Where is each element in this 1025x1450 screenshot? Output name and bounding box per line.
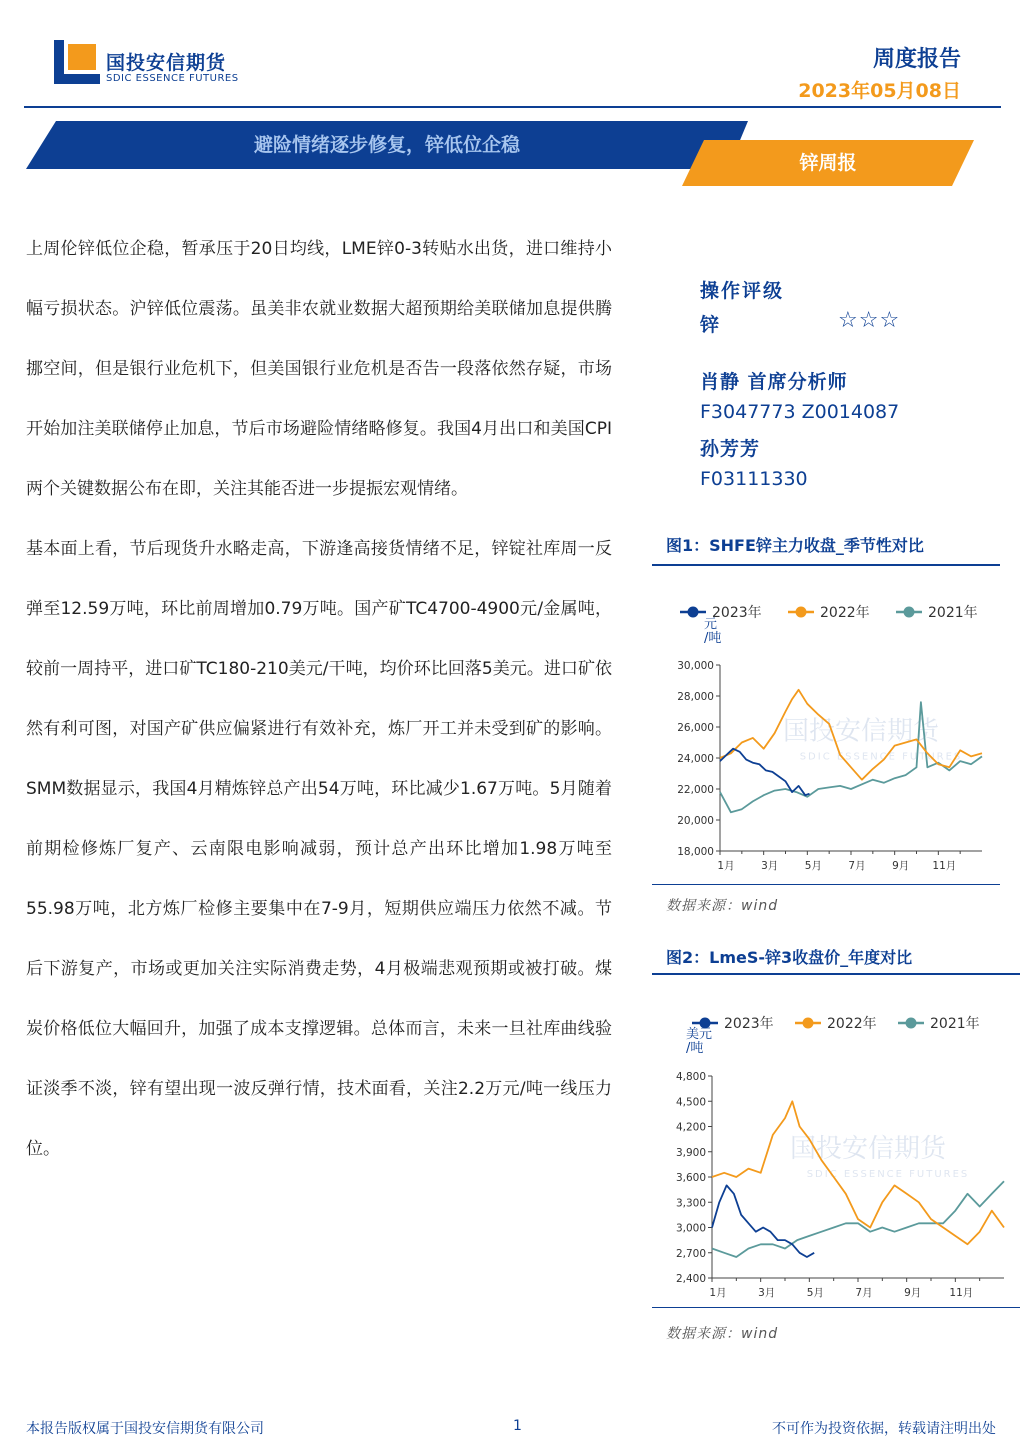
rating-title: 操作评级 — [700, 280, 785, 302]
y-axis-unit: 元 — [704, 617, 718, 632]
figure-1-top-rule — [652, 564, 1000, 566]
analyst-license: F03111330 — [700, 468, 808, 490]
x-tick-label: 3月 — [758, 1287, 776, 1299]
y-tick-label: 2,400 — [675, 1273, 706, 1285]
y-tick-label: 3,600 — [675, 1172, 706, 1184]
y-tick-label: 3,900 — [675, 1146, 706, 1159]
figure-2-title: 图2：LmeS-锌3收盘价_年度对比 — [666, 948, 913, 967]
x-tick-label: 11月 — [949, 1287, 974, 1299]
y-axis-unit: /吨 — [686, 1041, 704, 1056]
x-tick-label: 3月 — [761, 860, 779, 872]
analyst-license: F3047773 Z0014087 — [700, 401, 900, 423]
report-type: 周度报告 — [872, 47, 961, 72]
y-tick-label: 4,500 — [675, 1096, 706, 1109]
watermark-text: 国投安信期货 — [782, 716, 940, 747]
legend-label: 2023年 — [724, 1016, 774, 1032]
paragraph: 上周伦锌低位企稳，暂承压于20日均线，LME锌0-3转贴水出货，进口维持小幅亏损状态。沪锌低位震荡。虽美非农就业数据大超预期给美联储加息提供腾挪空间，但是银行业危机下，但美国银行业危机是否告一段落依然存疑，市场开始加注美联储停止加息，节后市场避险情绪略修复。我国4月出口和美国CPI两个关键数据公布在即，关注其能否进一步提振宏观情绪。 — [26, 239, 612, 499]
x-tick-label: 1月 — [717, 860, 735, 872]
y-tick-label: 26,000 — [677, 722, 714, 734]
figure-1-bottom-rule — [652, 884, 1000, 885]
y-axis-unit: /吨 — [704, 631, 722, 646]
x-tick-label: 11月 — [932, 860, 957, 872]
x-tick-label: 7月 — [855, 1287, 873, 1299]
figure-1-title: 图1：SHFE锌主力收盘_季节性对比 — [666, 536, 924, 555]
company-logo — [54, 40, 100, 84]
x-tick-label: 9月 — [904, 1287, 922, 1299]
y-tick-label: 22,000 — [677, 784, 714, 796]
header-divider — [24, 106, 1001, 108]
footer-disclaimer: 不可作为投资依据，转载请注明出处 — [772, 1421, 996, 1437]
figure-2-bottom-rule — [652, 1307, 1020, 1308]
y-tick-label: 20,000 — [677, 815, 714, 827]
series-line-2023年 — [712, 1185, 814, 1257]
x-tick-label: 9月 — [892, 860, 910, 872]
legend-marker — [803, 1018, 814, 1029]
legend-label: 2021年 — [930, 1016, 980, 1032]
body-text — [26, 219, 612, 1179]
legend-marker — [904, 607, 915, 618]
legend-marker — [906, 1018, 917, 1029]
y-tick-label: 24,000 — [677, 753, 714, 765]
y-tick-label: 28,000 — [677, 691, 714, 703]
series-line-2023年 — [720, 749, 810, 796]
watermark-text: SDIC ESSENCE FUTURES — [799, 751, 963, 763]
figure-1-chart — [652, 570, 1002, 882]
y-tick-label: 18,000 — [677, 846, 714, 858]
y-tick-label: 2,700 — [675, 1247, 706, 1260]
brand-name-en: SDIC ESSENCE FUTURES — [106, 73, 239, 84]
report-title: 避险情绪逐步修复，锌低位企稳 — [253, 134, 520, 156]
report-subtitle: 锌周报 — [799, 152, 857, 174]
y-tick-label: 3,300 — [675, 1197, 706, 1210]
y-tick-label: 4,800 — [675, 1071, 706, 1083]
x-tick-label: 5月 — [806, 1287, 824, 1299]
paragraph: 基本面上看，节后现货升水略走高，下游逢高接货情绪不足，锌锭社库周一反弹至12.59万吨，环比前周增加0.79万吨。国产矿TC4700-4900元/金属吨，较前一周持平，进口矿TC180-210美元/干吨，均价环比回落5美元。进口矿依然有利可图，对国产矿供应偏紧进行有效补充，炼厂开工并未受到矿的影响。SMM数据显示，我国4月精炼锌总产出54万吨，环比减少1.67万吨。5月随着前期检修炼厂复产、云南限电影响减弱，预计总产出环比增加1.98万吨至55.98万吨，北方炼厂检修主要集中在7-9月，短期供应端压力依然不减。节后下游复产，市场或更加关注实际消费走势，4月极端悲观预期或被打破。煤炭价格低位大幅回升，加强了成本支撑逻辑。总体而言，未来一旦社库曲线验证淡季不淡，锌有望出现一波反弹行情，技术面看，关注2.2万元/吨一线压力位。 — [26, 539, 612, 1159]
y-axis-unit: 美元 — [686, 1027, 713, 1042]
rating-stars-icon: ☆☆☆ — [838, 308, 901, 333]
report-date: 2023年05月08日 — [798, 80, 961, 102]
y-tick-label: 4,200 — [675, 1121, 706, 1134]
figure-2-top-rule — [652, 973, 1020, 975]
x-tick-label: 7月 — [848, 860, 866, 872]
rating-metal: 锌 — [700, 314, 720, 336]
analyst-name: 肖静 首席分析师 — [700, 371, 848, 393]
legend-label: 2022年 — [827, 1016, 877, 1032]
figure-2-source: 数据来源：wind — [666, 1326, 779, 1342]
x-tick-label: 5月 — [804, 860, 822, 872]
footer-copyright: 本报告版权属于国投安信期货有限公司 — [26, 1421, 264, 1437]
legend-label: 2021年 — [928, 605, 978, 621]
figure-2-chart — [652, 980, 1018, 1306]
legend-label: 2022年 — [820, 605, 870, 621]
legend-label: 2023年 — [712, 605, 762, 621]
figure-1-source: 数据来源：wind — [666, 898, 779, 914]
brand-name-cn: 国投安信期货 — [106, 52, 227, 74]
watermark-text: SDIC ESSENCE FUTURES — [806, 1168, 970, 1180]
analyst-name: 孙芳芳 — [700, 438, 761, 460]
y-tick-label: 3,000 — [675, 1222, 706, 1235]
x-tick-label: 1月 — [709, 1287, 727, 1299]
y-tick-label: 30,000 — [677, 660, 714, 672]
legend-marker — [688, 607, 699, 618]
page-number: 1 — [513, 1418, 522, 1434]
watermark-text: 国投安信期货 — [789, 1133, 947, 1164]
legend-marker — [796, 607, 807, 618]
